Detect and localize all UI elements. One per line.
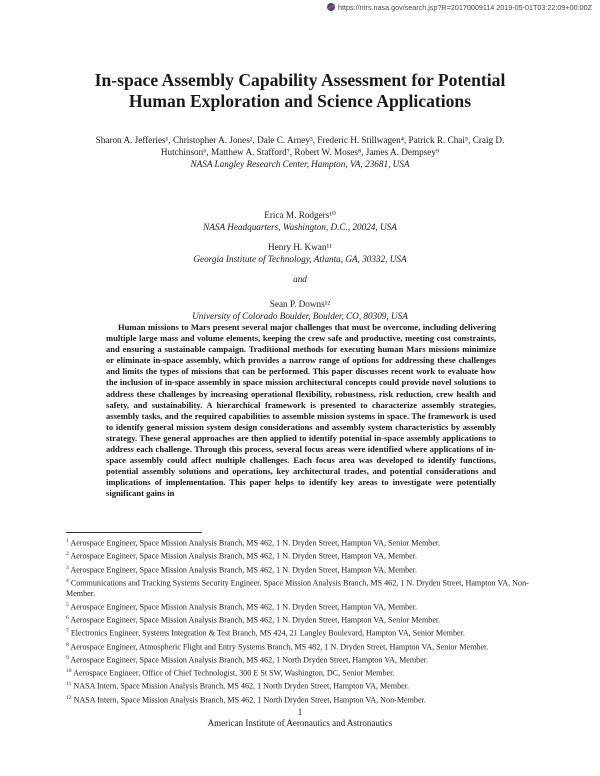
footnote	[66, 600, 536, 613]
footnote-text: Aerospace Engineer, Space Mission Analysis Branch, MS 462, 1 N. Dryden Street, Hampton VA, Member.	[68, 565, 418, 575]
author-affiliation: Georgia Institute of Technology, Atlanta, GA, 30332, USA	[193, 254, 407, 264]
footnote-text: Communications and Tracking Systems Security Engineer, Space Mission Analysis Branch, MS 462, 1 N. Dryden Street, Hampton VA, Non-Member.	[66, 578, 529, 599]
author-names-line-1: Sharon A. Jefferies¹, Christopher A. Jones², Dale C. Arney³, Frederic H. Stillwagen⁴, Patrick R. Chai⁵, Craig D.	[95, 135, 505, 145]
footnote-text: NASA Intern, Space Mission Analysis Branch, MS 462, 1 North Dryden Street, Hampton VA, Member.	[71, 682, 409, 692]
footnote-marker: 4	[66, 577, 69, 584]
author-names-line-2: Hutchinson⁶, Matthew A. Stafford⁷, Robert W. Moses⁸, James A. Dempsey⁹	[160, 147, 440, 157]
footnote	[66, 549, 536, 562]
footnote-marker: 10	[66, 668, 72, 675]
author-block-headquarters	[40, 209, 560, 233]
footnote-text: Aerospace Engineer, Space Mission Analysis Branch, MS 462, 1 North Dryden Street, Hampton VA, Member.	[68, 655, 429, 665]
footnote-divider	[66, 532, 202, 533]
author-block-georgia-tech	[40, 241, 560, 265]
footnote	[66, 666, 536, 679]
author-name: Henry H. Kwan¹¹	[268, 242, 332, 252]
page-footer: American Institute of Aeronautics and Astronautics	[207, 718, 393, 728]
footnote	[66, 536, 536, 549]
footnote-text: Aerospace Engineer, Space Mission Analysis Branch, MS 462, 1 N. Dryden Street, Hampton VA, Senior Member.	[68, 538, 441, 548]
author-affiliation: University of Colorado Boulder, Boulder, CO, 80309, USA	[192, 311, 408, 321]
footnote-marker: 5	[66, 601, 69, 608]
author-block-langley	[40, 134, 560, 170]
abstract-text: Human missions to Mars present several major challenges that must be overcome, including delivering multiple large mass and volume elements, keeping the crew safe and productive, meeting cost constraints, and ensuring a sustainable campaign. Traditional methods for executing human Mars missions minimize or eliminate in-space assembly, which provides a narrow range of options for addressing these challenges and limits the types of missions that can be performed. This paper discusses recent work to evaluate how the inclusion of in-space assembly in space mission architectural concepts could provide novel solutions to address these challenges by increasing operational flexibility, robustness, risk reduction, crew health and safety, and sustainability. A hierarchical framework is presented to characterize assembly strategies, assembly tasks, and the required capabilities to assemble mission systems in space. The framework is used to identify general mission system design considerations and assembly system characteristics by assembly strategy. These general approaches are then applied to identify potential in-space assembly applications to address each challenge. Through this process, several focus areas were identified where applications of in-space assembly could affect multiple challenges. Each focus area was developed to identify functions, potential assembly solutions and operations, key architectural trades, and potential considerations and implications of implementation. This paper helps to identify key areas to investigate were potentially significant gains in	[106, 322, 496, 499]
footnote-marker: 2	[66, 551, 69, 558]
footnote-text: Aerospace Engineer, Atmospheric Flight and Entry Systems Branch, MS 482, 1 N. Dryden Street, Hampton VA, Senior Member.	[68, 642, 489, 652]
author-name: Erica M. Rodgers¹⁰	[264, 210, 336, 220]
footnote-marker: 8	[66, 641, 69, 648]
footnote-marker: 6	[66, 615, 69, 621]
footnote-marker: 12	[66, 694, 72, 701]
footnote	[66, 576, 536, 600]
footnote	[66, 613, 536, 626]
author-affiliation: NASA Langley Research Center, Hampton, VA, 23681, USA	[190, 159, 410, 169]
footnote-marker: 9	[66, 654, 69, 661]
footnote-marker: 11	[66, 681, 72, 688]
author-affiliation: NASA Headquarters, Washington, D.C., 20024, USA	[203, 222, 397, 232]
ntrs-url-link[interactable]: https://ntrs.nasa.gov/search.jsp?R=20170009114 2019-05-01T03:22:09+00:00Z	[337, 2, 592, 12]
footnote-marker: 3	[66, 564, 69, 571]
author-block-colorado	[40, 298, 560, 322]
author-conjunction: and	[293, 274, 307, 284]
paper-title	[40, 70, 560, 112]
footnote-marker: 7	[66, 628, 69, 635]
footnote-text: Aerospace Engineer, Space Mission Analysis Branch, MS 462, 1 N. Dryden Street, Hampton VA, Member.	[68, 602, 418, 612]
footnote	[66, 653, 536, 666]
paper-title-line-2: Human Exploration and Science Applications	[128, 91, 472, 111]
nasa-meatball-icon	[327, 3, 335, 11]
footnote-text: Electronics Engineer, Systems Integration & Test Branch, MS 424, 21 Langley Boulevard, Hampton VA, Senior Member.	[68, 628, 465, 638]
page-number: 1	[297, 707, 303, 717]
ntrs-banner	[327, 2, 592, 12]
footnote-marker: 1	[66, 538, 69, 544]
footnote-text: Aerospace Engineer, Space Mission Analysis Branch, MS 462, 1 N. Dryden Street, Hampton VA, Member.	[68, 551, 418, 561]
author-name: Sean P. Downs¹²	[269, 299, 331, 309]
footnotes	[66, 536, 536, 706]
footnote-text: Aerospace Engineer, Office of Chief Technologist, 300 E St SW, Washington, DC, Senior Member.	[71, 668, 395, 678]
footnote	[66, 563, 536, 576]
paper-title-line-1: In-space Assembly Capability Assessment for Potential	[94, 70, 506, 90]
footnote	[66, 640, 536, 653]
footnote-text: NASA Intern, Space Mission Analysis Branch, MS 462, 1 North Dryden Street, Hampton VA, Non-Member.	[71, 695, 426, 705]
footnote	[66, 693, 536, 706]
footnote	[66, 626, 536, 639]
footnote	[66, 679, 536, 692]
footnote-text: Aerospace Engineer, Space Mission Analysis Branch, MS 462, 1 N. Dryden Street, Hampton VA, Senior Member.	[68, 615, 441, 625]
